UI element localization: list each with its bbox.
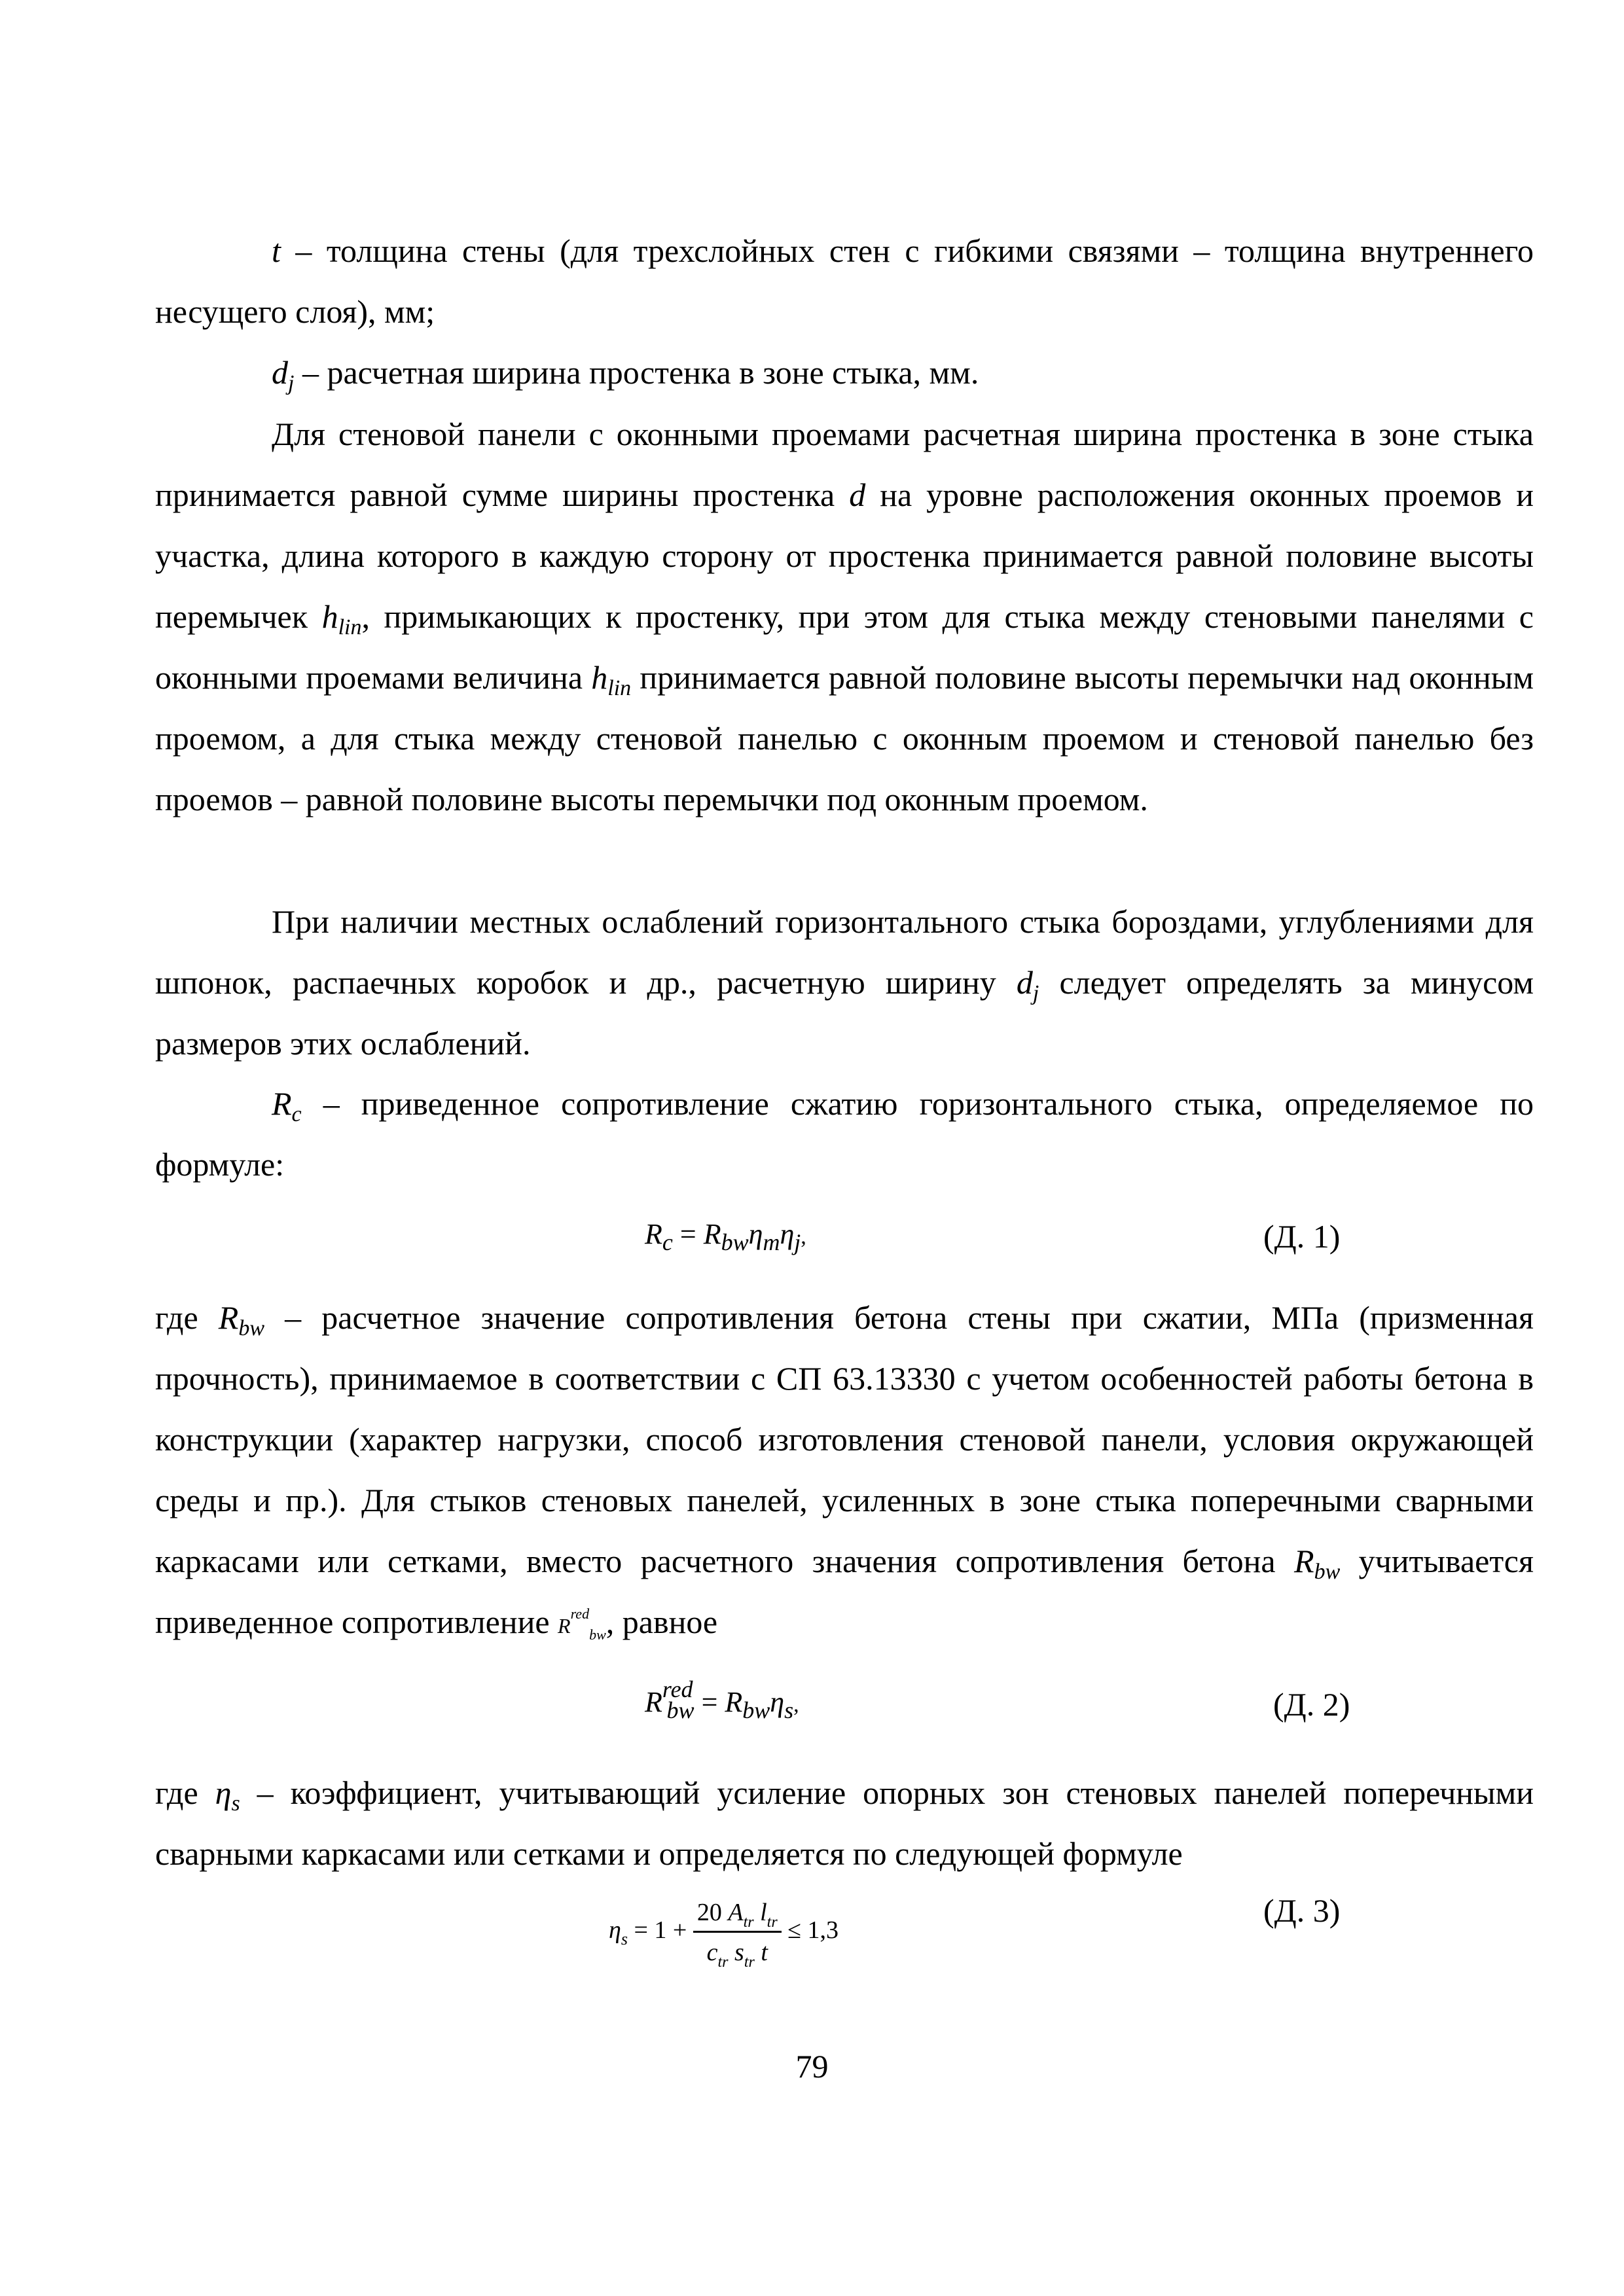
subscript-c: c bbox=[291, 1102, 302, 1126]
eq-symbol: η bbox=[609, 1916, 621, 1945]
symbol-d: d bbox=[1016, 964, 1033, 1001]
subscript-bw: bw bbox=[589, 1626, 606, 1643]
subscript-lin: lin bbox=[607, 676, 632, 700]
subscript-j: j bbox=[1032, 981, 1039, 1005]
paragraph-reduced-resistance bbox=[155, 1073, 1534, 1195]
paragraph-text: на уровне расположения оконных проемов и участка, длина которого в каждую сторону от простенка принимается равной половине высоты перемычек bbox=[155, 476, 1534, 635]
symbol-d: d bbox=[272, 354, 288, 391]
eq-symbol: η bbox=[770, 1686, 785, 1718]
symbol-R: R bbox=[1294, 1543, 1314, 1579]
symbol-h: h bbox=[321, 598, 338, 635]
symbol-eta: η bbox=[215, 1774, 232, 1811]
eq-symbol: R bbox=[725, 1686, 743, 1718]
paragraph-text: При наличии местных ослаблений горизонтального стыка бороздами, углублениями для шпонок, распаечных коробок и др., расчетную ширину bbox=[155, 903, 1534, 1001]
eq-subscript: m bbox=[763, 1229, 780, 1255]
eq-symbol: A bbox=[728, 1899, 744, 1926]
paragraph-text: – расчетное значение сопротивления бетона стены при сжатии, МПа (призменная прочность), принимаемое в соответствии с СП 63.13330 с учетом особенностей работы бетона в конструкции (характер нагрузки, способ изготовления стеновой панели, условия окружающей среды и пр.). Для стыков стеновых панелей, усиленных в зоне стыка поперечными сварными каркасами или сетками, вместо расчетного значения сопротивления бетона bbox=[155, 1299, 1534, 1579]
equation-label-d2: (Д. 2) bbox=[1273, 1686, 1350, 1723]
paragraph-window-panel bbox=[155, 404, 1534, 830]
superscript-red: red bbox=[570, 1605, 590, 1622]
symbol-R: R bbox=[558, 1614, 571, 1638]
equation-d3 bbox=[609, 1898, 839, 1971]
eq-symbol: c bbox=[706, 1939, 718, 1966]
paragraph-text: Для стеновой панели с оконными проемами расчетная ширина простенка в зоне стыка принимается равной сумме ширины простенка bbox=[155, 416, 1534, 513]
paragraph-eta-coefficient bbox=[155, 1763, 1534, 1884]
paragraph-text: принимается равной половине высоты перемычки над оконным проемом, а для стыка между стеновой панелью с оконным проемом и стеновой панелью без проемов – равной половине высоты перемычки под оконным проемом. bbox=[155, 659, 1534, 817]
paragraph-text: – расчетная ширина простенка в зоне стыка, мм. bbox=[294, 354, 979, 391]
symbol-t: t bbox=[272, 232, 281, 269]
eq-symbol: s bbox=[734, 1939, 744, 1966]
eq-symbol: η bbox=[780, 1218, 795, 1250]
eq-subscript: tr bbox=[767, 1914, 778, 1931]
paragraph-pier-width bbox=[155, 342, 1534, 403]
eq-subscript: s bbox=[621, 1929, 628, 1949]
paragraph-text: , равное bbox=[605, 1604, 718, 1640]
subscript-bw: bw bbox=[238, 1316, 265, 1340]
symbol-R: R bbox=[272, 1085, 292, 1122]
paragraph-text: – толщина стены (для трехслойных стен с гибкими связями – толщина внутреннего несущего слоя), мм; bbox=[155, 232, 1534, 330]
eq-comma: , bbox=[793, 1693, 799, 1717]
fraction-numerator bbox=[693, 1898, 782, 1931]
subscript-lin: lin bbox=[338, 615, 362, 639]
eq-number: 20 bbox=[696, 1899, 729, 1926]
subscript-bw: bw bbox=[1314, 1560, 1341, 1584]
equation-d1 bbox=[645, 1217, 806, 1255]
paragraph-concrete-resistance bbox=[155, 1287, 1534, 1657]
symbol-d: d bbox=[849, 476, 866, 513]
eq-operator: = bbox=[694, 1686, 725, 1718]
symbol-R: R bbox=[218, 1299, 239, 1336]
paragraph-text: следует определять за минусом размеров этих ослаблений. bbox=[155, 964, 1534, 1062]
equation-d2 bbox=[645, 1676, 799, 1723]
symbol-h: h bbox=[591, 659, 608, 696]
paragraph-wall-thickness bbox=[155, 221, 1534, 342]
eq-symbol: R bbox=[703, 1218, 721, 1250]
equation-label-d1: (Д. 1) bbox=[1263, 1218, 1341, 1255]
inline-symbol-R-red bbox=[558, 1605, 606, 1643]
eq-subscript: bw bbox=[742, 1697, 770, 1723]
eq-symbol: R bbox=[645, 1686, 662, 1718]
eq-symbol: l bbox=[760, 1899, 767, 1926]
eq-operator: ≤ 1,3 bbox=[781, 1916, 839, 1945]
eq-superscript: red bbox=[662, 1676, 693, 1702]
paragraph-text: учитывается приведенное сопротивление bbox=[155, 1543, 1534, 1640]
paragraph-text: где bbox=[155, 1774, 215, 1811]
eq-subscript: tr bbox=[744, 1954, 755, 1971]
eq-symbol: t bbox=[761, 1939, 768, 1966]
paragraph-text: – приведенное сопротивление сжатию горизонтального стыка, определяемое по формуле: bbox=[155, 1085, 1534, 1183]
eq-subscript: bw bbox=[666, 1697, 695, 1723]
fraction-denominator bbox=[693, 1931, 782, 1971]
eq-subscript: bw bbox=[721, 1229, 749, 1255]
eq-comma: , bbox=[801, 1225, 806, 1249]
eq-subscript: c bbox=[662, 1229, 673, 1255]
eq-symbol: η bbox=[748, 1218, 763, 1250]
subscript-j: j bbox=[288, 371, 295, 395]
equation-label-d3: (Д. 3) bbox=[1263, 1892, 1341, 1929]
eq-subscript: s bbox=[784, 1697, 794, 1723]
eq-subscript: j bbox=[794, 1229, 801, 1255]
eq-subscript: tr bbox=[743, 1914, 754, 1931]
eq-operator: = 1 + bbox=[627, 1916, 693, 1945]
paragraph-text: – коэффициент, учитывающий усиление опорных зон стеновых панелей поперечными сварными каркасами или сетками и определяется по следующей формуле bbox=[155, 1774, 1534, 1872]
eq-operator: = bbox=[672, 1218, 704, 1250]
paragraph-local-weakening bbox=[155, 891, 1534, 1074]
eq-subscript: tr bbox=[717, 1954, 729, 1971]
fraction bbox=[693, 1898, 782, 1971]
paragraph-text: , примыкающих к простенку, при этом для стыка между стеновыми панелями с оконными проемами величина bbox=[155, 598, 1534, 696]
page-number: 79 bbox=[795, 2048, 829, 2085]
paragraph-text: где bbox=[155, 1299, 219, 1336]
eq-symbol: R bbox=[645, 1218, 662, 1250]
subscript-s: s bbox=[231, 1791, 240, 1816]
